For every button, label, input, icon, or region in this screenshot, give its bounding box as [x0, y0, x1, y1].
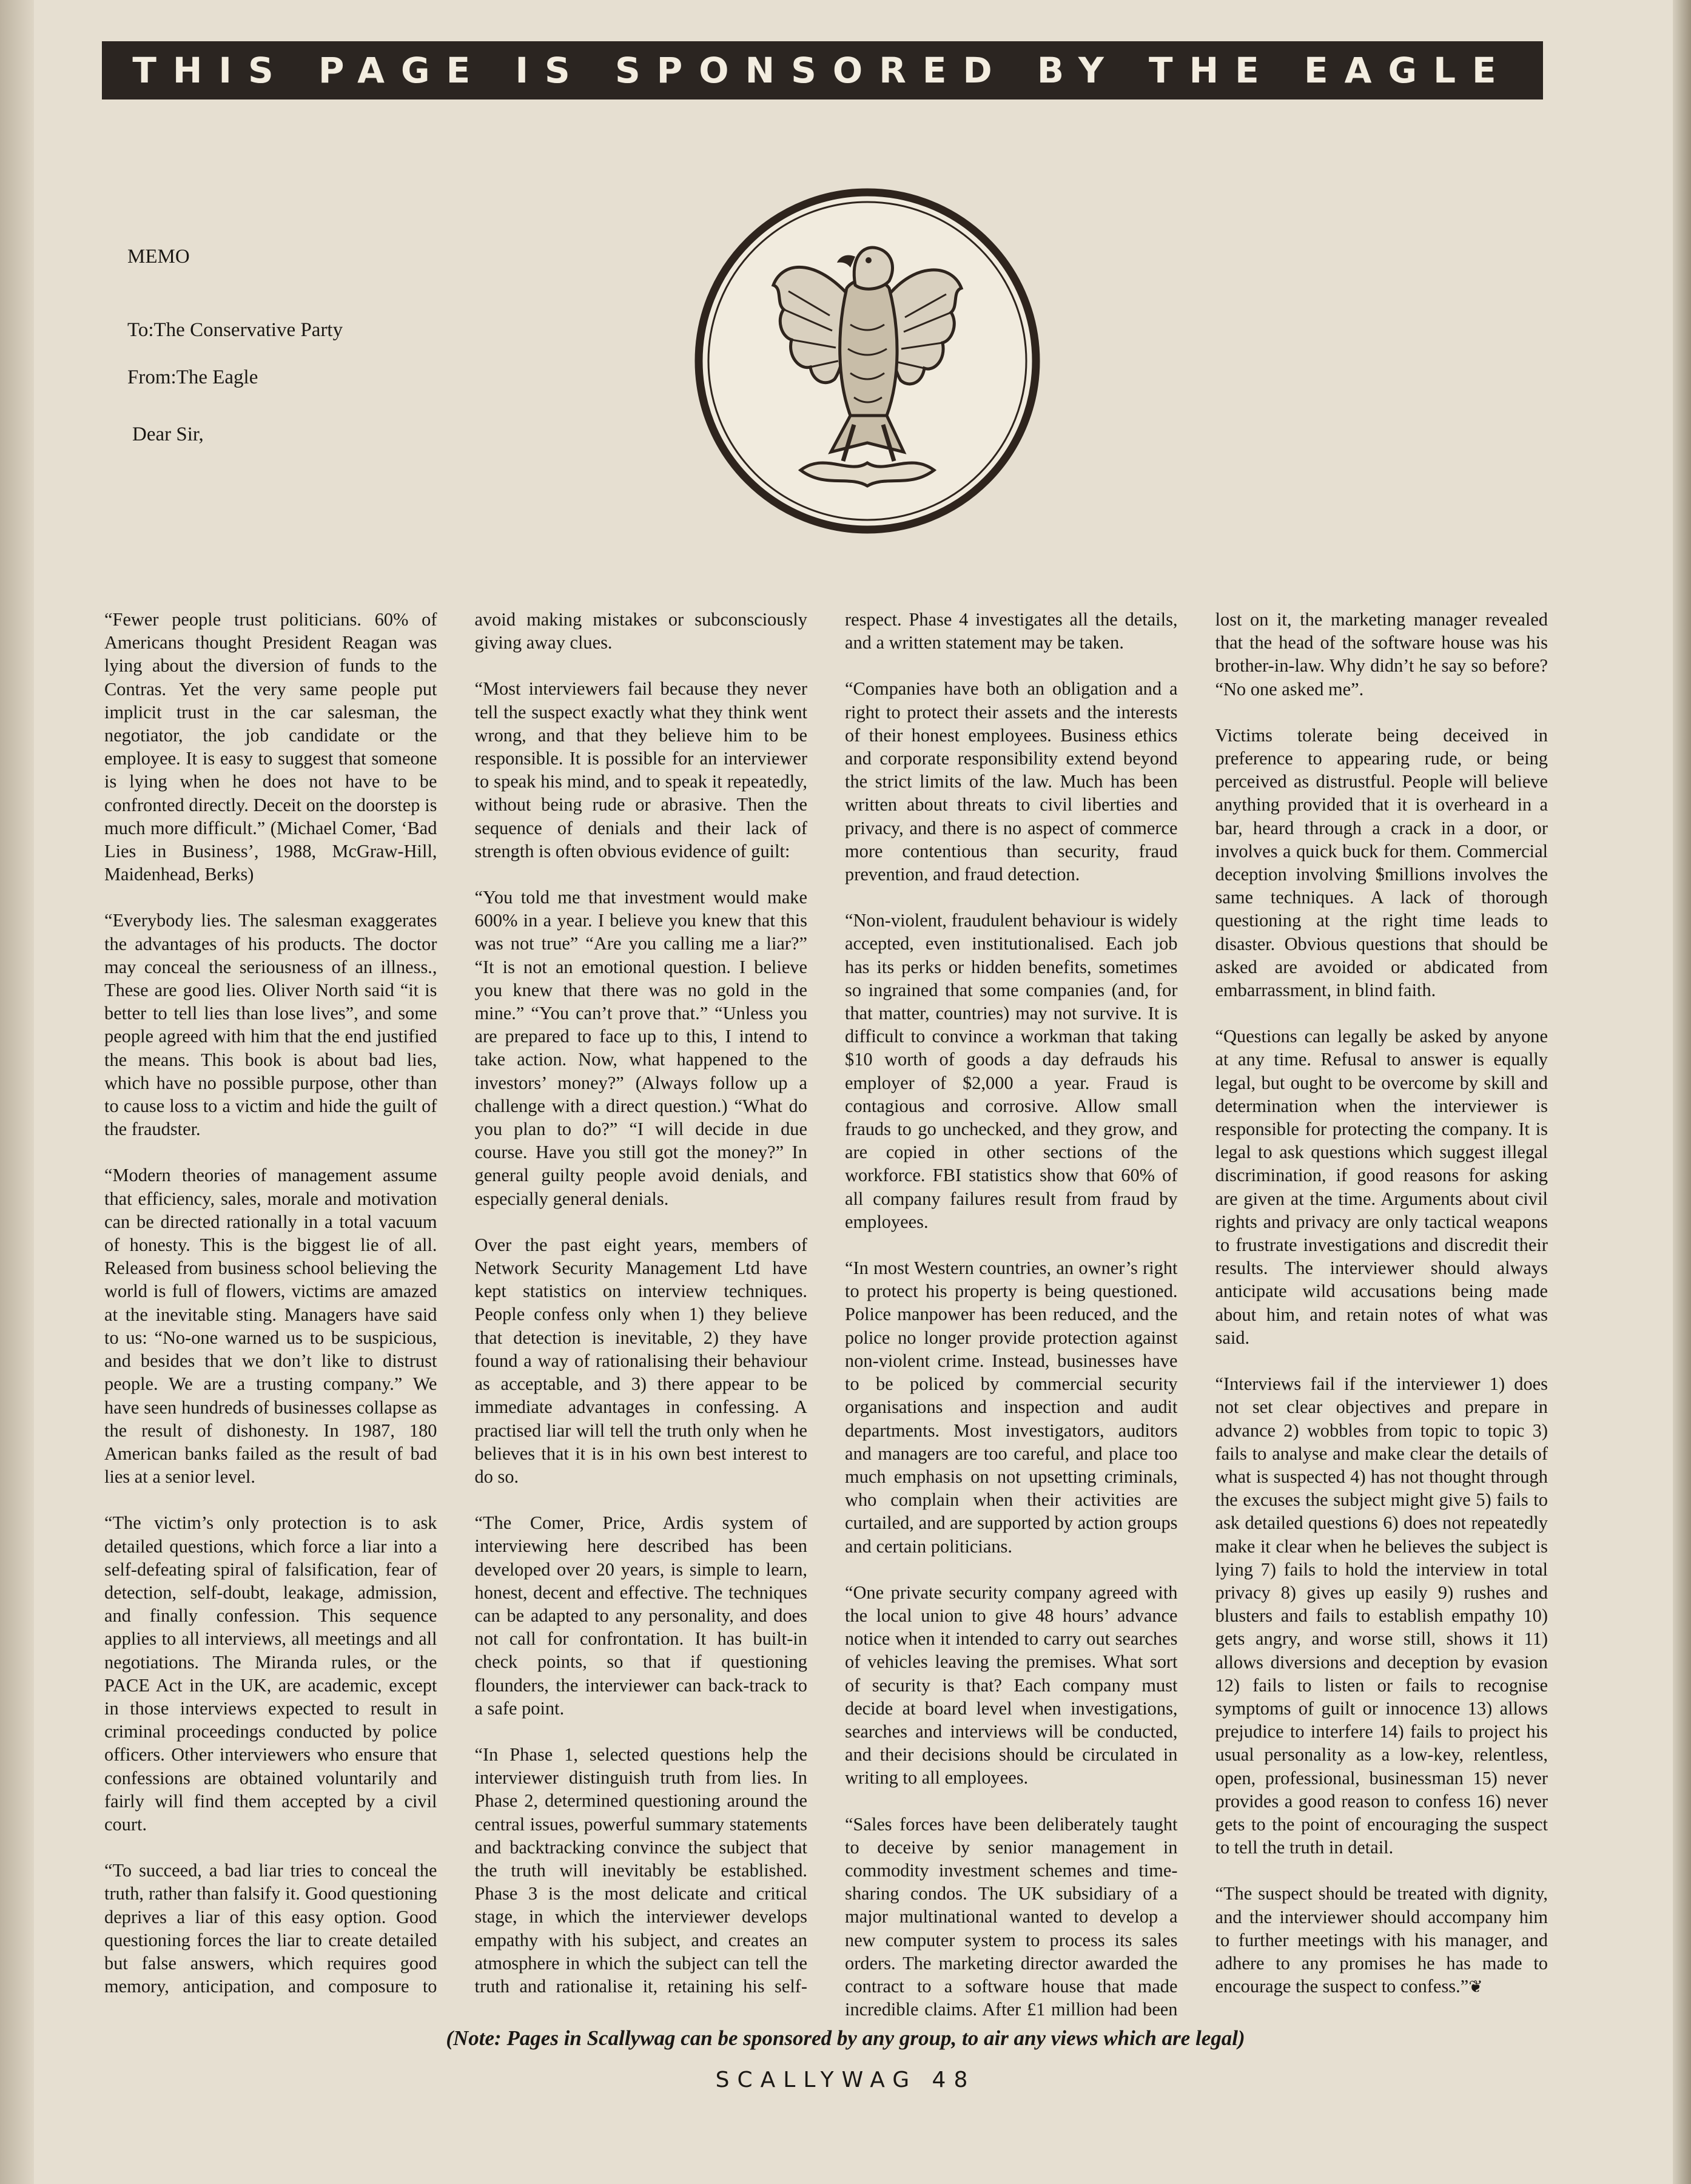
end-of-article-icon: ❦: [1468, 1978, 1483, 1997]
article-paragraph: “The victim’s only protection is to ask detailed questions, which force a liar into a self-defeating spiral of falsification, fear of detection, self-doubt, leakage, admission, and finally confession. This sequence applies to all interviews, all meetings and all negotiations. The Miranda rules, or the PACE Act in the UK, are academic, except in those interviews expected to result in criminal proceedings conducted by police officers. Other interviewers who ensure that confessions are obtained voluntarily and fairly will find them accepted by a civil court.: [104, 1512, 437, 1835]
memo-from: From:The Eagle: [127, 366, 258, 388]
article-paragraph: “In most Western countries, an owner’s right to protect his property is being questioned. Police manpower has been reduced, and the police no longer provide protection against non-violent crime. Instead, businesses have to be policed by commercial security organisations and inspection and audit departments. Most investigators, auditors and managers are too careful, and place too much emphasis on not upsetting criminals, who complain when their activities are curtailed, and are supported by action groups and certain politicians.: [845, 1258, 1178, 1557]
article-paragraph: “Companies have both an obligation and a right to protect their assets and the interests of their honest employees. Business ethics and corporate responsibility extend beyond the strict limits of the law. Much has been written about threats to civil liberties and privacy, and there is no aspect of commerce more contentious than security, fraud prevention, and fraud detection.: [845, 678, 1178, 885]
article-paragraph: “Everybody lies. The salesman exaggerates the advantages of his products. The doctor may conceal the seriousness of an illness., These are good lies. Oliver North said “it is better to tell lies than lose lives”, and some people agreed with him that the end justified the means. This book is about bad lies, which have no possible purpose, other than to cause loss to a victim and hide the guilt of the fraudster.: [104, 910, 437, 1140]
article-paragraph: Over the past eight years, members of Network Security Management Ltd have kept statistics on interview techniques. People confess only when 1) they believe that detection is inevitable, 2) they have found a way of rationalising their behaviour as acceptable, and 3) there appear to be immediate advantages in confessing. A practised liar will tell the truth only when he believes that it is in his own best interest to do so.: [474, 1234, 807, 1487]
article-paragraph: “You told me that investment would make 600% in a year. I believe you knew that this was not true” “Are you calling me a liar?” “It is not an emotional question. I believe you knew that there was no gold in the mine.” “You can’t prove that.” “Unless you are prepared to face up to this, I intend to take action. Now, what happened to the investors’ money?” (Always follow up a challenge with a direct question.) “What do you plan to do?” “I will decide in due course. Have you still got the money?” In general guilty people avoid denials, and especially general denials.: [474, 887, 807, 1209]
article-paragraph: “Sales forces have been deliberately taught to deceive by senior management in commodity investment schemes and time-sharing condos. The UK subsidiary of a major multinational wanted to develop a new computer system to process its sales orders. The marketing director awarded the contract to a software house that made incredible claims. After £1 million had been lost on it, the marketing manager revealed that the head of the software house was his brother-in-law. Why didn’t he say so before? “No one asked me”.: [845, 609, 1548, 2020]
article-paragraph: “Questions can legally be asked by anyone at any time. Refusal to answer is equally legal, but ought to be overcome by skill and determination when the interviewer is responsible for protecting the company. It is legal to ask questions which suggest illegal discrimination, if good reasons for asking are given at the time. Arguments about civil rights and privacy are only tactical weapons to frustrate investigations and discredit their results. The interviewer should always anticipate wild accusations being made about him, and retain notes of what was said.: [1215, 1026, 1548, 1348]
banner-text: THIS PAGE IS SPONSORED BY THE EAGLE: [132, 50, 1513, 91]
memo-to: To:The Conservative Party: [127, 319, 343, 341]
article-paragraph-last: [1215, 1882, 1548, 1999]
article-paragraph: “The Comer, Price, Ardis system of interviewing here described has been developed over 20 years, is simple to learn, honest, decent and effective. The techniques can be adapted to any personality, and does not call for confrontation. It has built-in check points, so that if questioning flounders, the interviewer can back-track to a safe point.: [474, 1512, 807, 1719]
article-paragraph: “Non-violent, fraudulent behaviour is widely accepted, even institutionalised. Each job has its perks or hidden benefits, sometimes so ingrained that some companies (and, for that matter, countries) may not survive. It is difficult to convince a workman that taking $10 worth of goods a day defrauds his employer of $2,000 a year. Fraud is contagious and corrosive. Allow small frauds to go unchecked, and they grow, and are copied in other sections of the workforce. FBI statistics show that 60% of all company failures result from fraud by employees.: [845, 910, 1178, 1232]
article-paragraph: Victims tolerate being deceived in preference to appearing rude, or being perceived as distrustful. People will believe anything provided that it is overheard in a bar, heard through a crack in a door, or involves a quick buck for them. Commercial deception involving $millions involves the same techniques. A lack of thorough questioning at the right time leads to disaster. Obvious questions that should be asked are avoided or abdicated from embarrassment, in blind faith.: [1215, 724, 1548, 1001]
article-paragraph: “To succeed, a bad liar tries to conceal the truth, rather than falsify it. Good questioning deprives a liar of this easy option. Good questioning forces the liar to create detailed but false answers, which requires good memory, anticipation, and composure to avoid making mistakes or subconsciously giving away clues.: [104, 609, 807, 1997]
memo-heading: MEMO: [127, 246, 190, 268]
sponsorship-note: (Note: Pages in Scallywag can be sponsored by any group, to air any views which are legal): [446, 2026, 1245, 2050]
article-paragraph-text: “The suspect should be treated with dignity, and the interviewer should accompany him to further meetings with his manager, and adhere to any promises he has made to encourage the suspect to confess.”: [1215, 1883, 1548, 1997]
page-edge: [1673, 0, 1691, 2184]
eagle-emblem-icon: [691, 185, 1043, 537]
binding-gutter: [0, 0, 34, 2184]
article-paragraph: “One private security company agreed with the local union to give 48 hours’ advance notice when it intended to carry out searches of vehicles leaving the premises. What sort of security is that? Each company must decide at board level when investigations, searches and interviews will be conducted, and their decisions should be circulated in writing to all employees.: [845, 1582, 1178, 1788]
article-paragraph: “Interviews fail if the interviewer 1) does not set clear objectives and prepare in advance 2) wobbles from topic to topic 3) fails to analyse and make clear the details of what is suspected 4) has not thought through the excuses the subject might give 5) fails to ask detailed questions 6) does not repeatedly make it clear when he believes the subject is lying 7) fails to hold the interview in total privacy 8) gives up easily 9) rushes and blusters and fails to establish empathy 10) gets angry, and worse still, shows it 11) allows diversions and deception by evasion 12) fails to listen or fails to recognise symptoms of guilt or innocence 13) allows prejudice to interfere 14) fails to project his usual personality as a low-key, relentless, open, professional, businessman 15) never provides a good reason to confess 16) never gets to the point of encouraging the suspect to tell the truth in detail.: [1215, 1373, 1548, 1858]
article-paragraph: “Most interviewers fail because they never tell the suspect exactly what they think went wrong, and that they believe him to be responsible. It is possible for an interviewer to speak his mind, and to speak it repeatedly, without being rude or abrasive. Then the sequence of denials and their lack of strength is often obvious evidence of guilt:: [474, 678, 807, 861]
memo-salutation: Dear Sir,: [132, 423, 204, 445]
article-paragraph: “Fewer people trust politicians. 60% of Americans thought President Reagan was lying about the diversion of funds to the Contras. Yet the very same people put implicit trust in the car salesman, the negotiator, the job candidate or the employee. It is easy to suggest that someone is lying when he does not have to be confronted directly. Deceit on the doorstep is much more difficult.” (Michael Comer, ‘Bad Lies in Business’, 1988, McGraw-Hill, Maidenhead, Berks): [104, 609, 437, 885]
sponsor-banner: [102, 41, 1543, 99]
article-paragraph: “Modern theories of management assume that efficiency, sales, morale and motivation can be directed rationally in a total vacuum of honesty. This is the biggest lie of all. Released from business school believing the world is full of flowers, victims are amazed at the inevitable sting. Managers have said to us: “No-one warned us to be suspicious, and besides that we don’t like to distrust people. We are a trusting company.” We have seen hundreds of businesses collapse as the result of dishonesty. In 1987, 180 American banks failed as the result of bad lies at a senior level.: [104, 1165, 437, 1488]
article-paragraph: “In Phase 1, selected questions help the interviewer distinguish truth from lies. In Phase 2, determined questioning around the central issues, powerful summary statements and backtracking convince the subject that the truth will inevitably be established. Phase 3 is the most delicate and critical stage, in which the interviewer develops empathy with his subject, and creates an atmosphere in which the subject can tell the truth and rationalise it, retaining his self-respect. Phase 4 investigates all the details, and a written statement may be taken.: [474, 609, 1178, 1997]
article-body: [104, 608, 1548, 2025]
page-folio: SCALLYWAG 48: [715, 2068, 976, 2092]
